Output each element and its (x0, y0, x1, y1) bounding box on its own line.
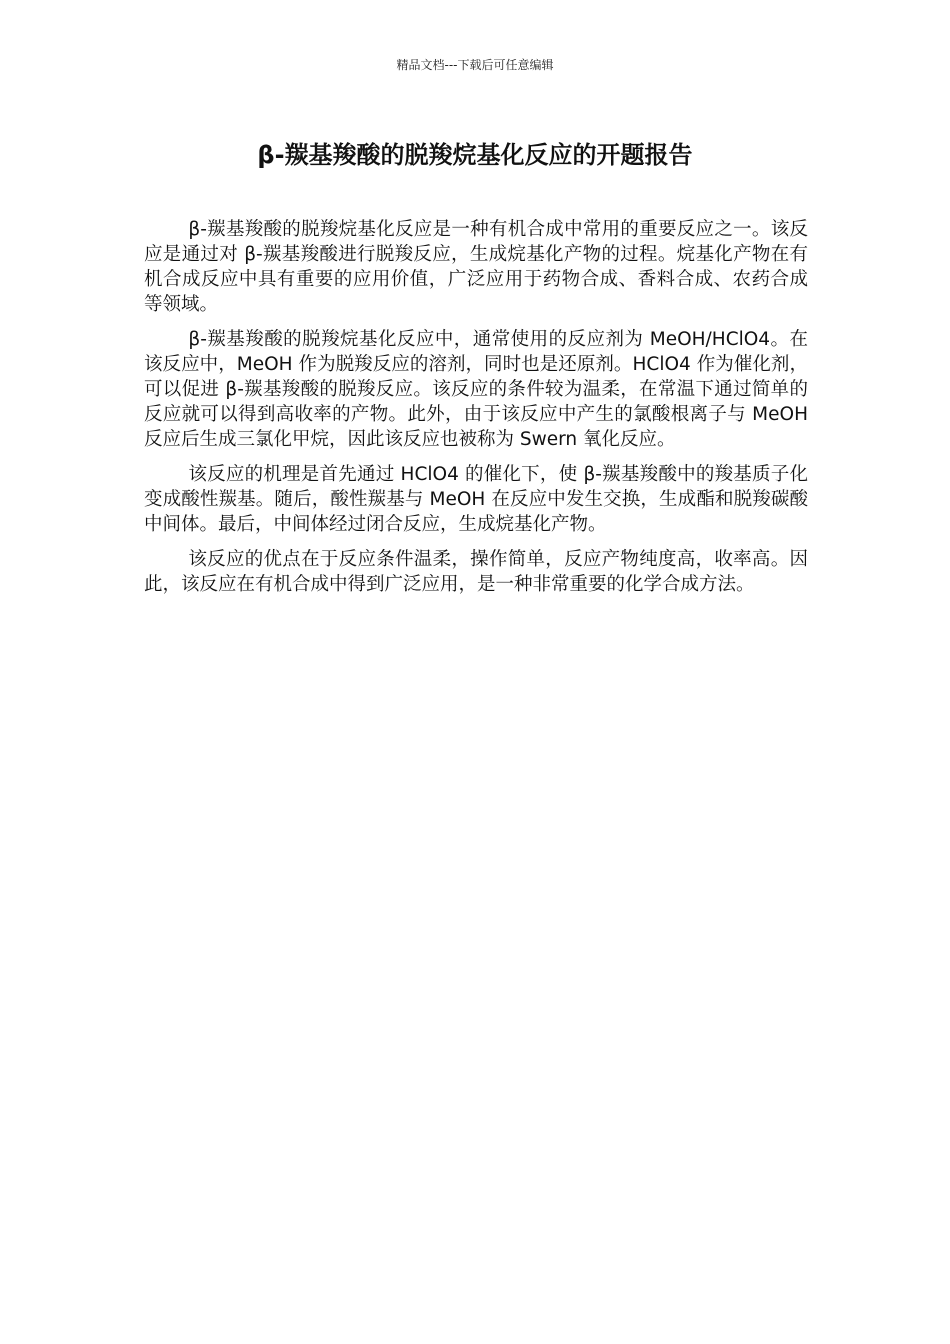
page-header: 精品文档---下载后可任意编辑 (396, 58, 554, 72)
document-title: β-羰基羧酸的脱羧烷基化反应的开题报告 (257, 141, 693, 169)
paragraph: β-羰基羧酸的脱羧烷基化反应是一种有机合成中常用的重要反应之一。该反应是通过对 β-羰基羧酸进行脱羧反应，生成烷基化产物的过程。烷基化产物在有机合成反应中具有重要的应用价值，广泛应用于药物合成、香料合成、农药合成等领域。 (144, 219, 808, 315)
document-body (144, 217, 808, 607)
paragraph: β-羰基羧酸的脱羧烷基化反应中，通常使用的反应剂为 MeOH/HClO4。在该反应中，MeOH 作为脱羧反应的溶剂，同时也是还原剂。HClO4 作为催化剂，可以促进 β-羰基羧酸的脱羧反应。该反应的条件较为温柔，在常温下通过简单的反应就可以得到高收率的产物。此外，由于该反应中产生的氯酸根离子与 MeOH 反应后生成三氯化甲烷，因此该反应也被称为 Swern 氧化反应。 (144, 329, 808, 450)
paragraph: 该反应的机理是首先通过 HClO4 的催化下，使 β-羰基羧酸中的羧基质子化变成酸性羰基。随后，酸性羰基与 MeOH 在反应中发生交换，生成酯和脱羧碳酸中间体。最后，中间体经过闭合反应，生成烷基化产物。 (144, 464, 808, 535)
paragraph: 该反应的优点在于反应条件温柔，操作简单，反应产物纯度高，收率高。因此，该反应在有机合成中得到广泛应用，是一种非常重要的化学合成方法。 (144, 549, 808, 595)
